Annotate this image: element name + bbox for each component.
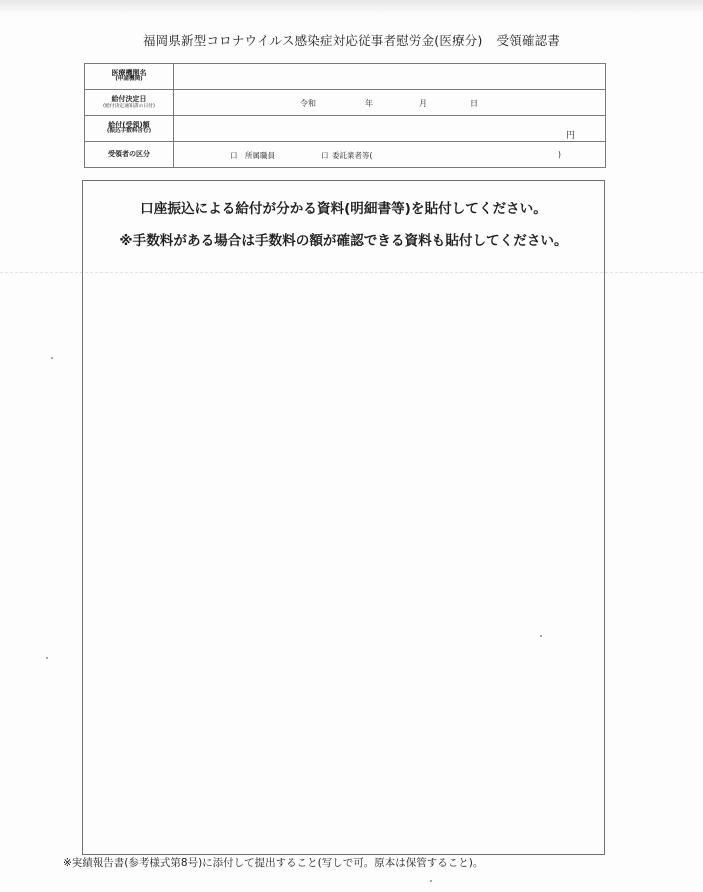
label-decision-date-sub: (給付決定通知書の日付)	[103, 103, 155, 109]
recipient-class-field	[174, 142, 606, 168]
paste-instruction-1: 口座振込による給付が分かる資料(明細書等)を貼付してください。	[140, 201, 547, 217]
label-amount	[85, 116, 174, 142]
checkbox-staff[interactable]: 口	[230, 151, 238, 160]
label-decision-date	[85, 90, 174, 116]
date-era: 令和	[300, 99, 316, 108]
checkbox-contractor[interactable]: 口	[321, 151, 329, 160]
receipt-form-table	[84, 63, 606, 168]
scan-top-shadow	[0, 0, 703, 14]
paste-instruction-2: ※手数料がある場合は手数料の額が確認できる資料も貼付してください。	[119, 233, 568, 249]
label-institution	[85, 64, 174, 90]
row-decision-date	[85, 90, 606, 116]
row-recipient-class	[85, 142, 606, 168]
title-main: 福岡県新型コロナウイルス感染症対応従事者慰労金(医療分)	[142, 33, 483, 48]
amount-field[interactable]	[174, 116, 606, 142]
option-staff-label: 所属職員	[245, 151, 275, 160]
date-year-unit: 年	[365, 99, 373, 108]
row-institution	[85, 64, 606, 90]
date-day-unit: 日	[470, 99, 478, 108]
institution-name-field[interactable]	[174, 64, 606, 90]
date-parts	[174, 90, 605, 115]
label-institution-sub: (申請機関)	[115, 76, 143, 83]
scan-speck	[430, 880, 432, 882]
label-recipient-class	[85, 142, 174, 168]
scan-speck	[540, 635, 542, 637]
decision-date-field[interactable]	[174, 90, 606, 116]
document-title	[0, 31, 703, 49]
contractor-close-paren: )	[558, 150, 561, 159]
scan-speck	[46, 657, 48, 659]
document-paste-area	[82, 180, 605, 855]
row-amount	[85, 116, 606, 142]
label-recipient-class-main: 受領者の区分	[108, 149, 150, 158]
label-decision-date-main: 給付決定日	[111, 95, 147, 104]
date-month-unit: 月	[419, 99, 427, 108]
label-amount-sub: (振込手数料含む)	[106, 128, 152, 135]
yen-unit: 円	[565, 131, 575, 141]
label-amount-main: 給付(受領)額	[108, 120, 150, 129]
title-sub: 受領確認書	[496, 33, 561, 48]
label-institution-main: 医療機関名	[111, 68, 147, 77]
footnote: ※実績報告書(参考様式第8号)に添付して提出すること(写しで可。原本は保管すること)。	[63, 857, 484, 869]
option-contractor-label: 委託業者等(	[332, 151, 373, 160]
scan-speck	[51, 357, 53, 359]
